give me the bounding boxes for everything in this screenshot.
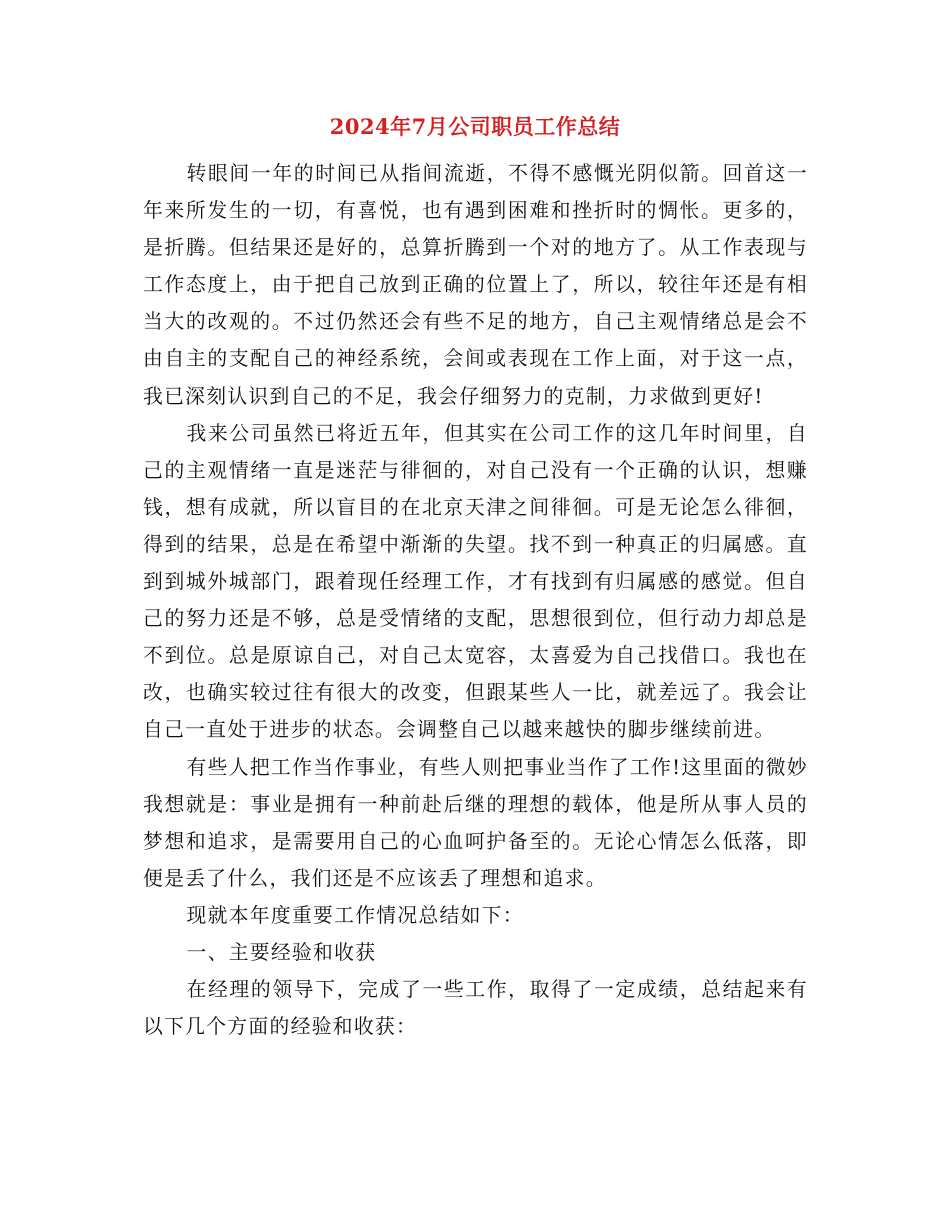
- document-body: [143, 155, 808, 1045]
- document-title: 2024年7月公司职员工作总结: [329, 114, 621, 139]
- paragraph: 在经理的领导下，完成了一些工作，取得了一定成绩，总结起来有以下几个方面的经验和收获：: [143, 978, 808, 1039]
- paragraph: 有些人把工作当作事业，有些人则把事业当作了工作!这里面的微妙我想就是：事业是拥有一种前赴后继的理想的载体，他是所从事人员的梦想和追求，是需要用自己的心血呵护备至的。无论心情怎么低落，即便是丢了什么，我们还是不应该丢了理想和追求。: [143, 755, 808, 890]
- paragraph: 现就本年度重要工作情况总结如下：: [186, 903, 524, 927]
- paragraph: 转眼间一年的时间已从指间流逝，不得不感慨光阴似箭。回首这一年来所发生的一切，有喜悦，也有遇到困难和挫折时的惆怅。更多的，是折腾。但结果还是好的，总算折腾到一个对的地方了。从工作表现与工作态度上，由于把自己放到正确的位置上了，所以，较往年还是有相当大的改观的。不过仍然还会有些不足的地方，自己主观情绪总是会不由自主的支配自己的神经系统，会间或表现在工作上面，对于这一点，我已深刻认识到自己的不足，我会仔细努力的克制，力求做到更好!: [143, 162, 808, 408]
- section-heading: 一、主要经验和收获: [186, 940, 377, 964]
- paragraph: 我来公司虽然已将近五年，但其实在公司工作的这几年时间里，自己的主观情绪一直是迷茫与徘徊的，对自己没有一个正确的认识，想赚钱，想有成就，所以盲目的在北京天津之间徘徊。可是无论怎么徘徊，得到的结果，总是在希望中渐渐的失望。找不到一种真正的归属感。直到到城外城部门，跟着现任经理工作，才有找到有归属感的感觉。但自己的努力还是不够，总是受情绪的支配，思想很到位，但行动力却总是不到位。总是原谅自己，对自己太宽容，太喜爱为自己找借口。我也在改，也确实较过往有很大的改变，但跟某些人一比，就差远了。我会让自己一直处于进步的状态。会调整自己以越来越快的脚步继续前进。: [143, 421, 808, 742]
